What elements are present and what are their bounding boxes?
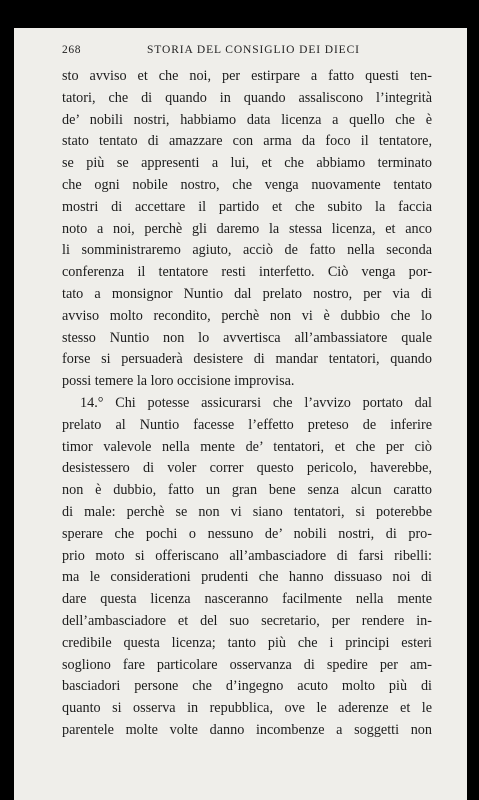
text-line: avviso molto recondito, perchè non vi è dubbio che lo [62,307,432,324]
text-line: dare questa licenza nasceranno facilmente nella mente [62,591,432,608]
text-line: quanto si osserva in repubblica, ove le aderenze et le [62,700,432,717]
text-line: parentele molte volte danno incombenze a soggetti non [62,721,432,738]
text-line: credibile questa licenza; tanto più che i principi esteri [62,634,432,651]
text-line: forse si persuaderà desistere di mandar tentatori, quando [62,351,432,368]
text-line: sperare che pochi o nessuno de’ nobili nostri, di pro- [62,525,432,542]
text-line: tatori, che di quando in quando assaliscono l’integrità [62,89,432,106]
text-line: desistessero di voler correr questo pericolo, haverebbe, [62,460,432,477]
text-line: se più se appresenti a lui, et che abbiamo terminato [62,155,432,172]
text-line: non è dubbio, fatto un gran bene senza alcun caratto [62,482,432,499]
text-line: prelato al Nuntio facesse l’effetto preteso de inferire [62,416,432,433]
text-line: sogliono fare particolare osservanza di spedire per am- [62,656,432,673]
text-line: ma le considerationi prudenti che hanno dissuaso noi di [62,569,432,586]
paragraph-1 [62,66,432,393]
text-line: li somministraremo agiuto, acciò de fatto nella seconda [62,242,432,259]
text-line: mostri di accettare il partido et che subito la faccia [62,198,432,215]
text-line: de’ nobili nostri, habbiamo data licenza a quello che è [62,111,432,128]
running-title: STORIA DEL CONSIGLIO DEI DIECI [147,44,360,56]
text-line: dell’ambasciadore et del suo secretario, per rendere in- [62,612,432,629]
paragraph-2 [62,393,432,742]
text-line: conferenza il tentatore resti interfetto. Ciò venga por- [62,264,432,281]
text-line: sto avviso et che noi, per estirpare a fatto questi ten- [62,68,432,84]
text-line: possi temere la loro occisione improvisa. [62,373,295,390]
text-line: prio moto si offeriscano all’ambasciadore di farsi ribelli: [62,547,432,564]
text-line: noto a noi, perchè gli daremo la stessa licenza, et anco [62,220,432,237]
text-line: 14.° Chi potesse assicurarsi che l’avvizo portato dal [80,394,432,411]
text-line: timor valevole nella mente de’ tentatori, et che per ciò [62,438,432,455]
body-text [62,66,432,742]
text-line: che ogni nobile nostro, che venga nuovamente tentato [62,176,432,193]
text-line: stesso Nuntio non lo avvertisca all’ambassiatore quale [62,329,432,346]
text-line: di male: perchè se non vi siano tentatori, si poterebbe [62,503,432,520]
page-number: 268 [62,44,82,56]
page-header [62,44,433,60]
book-page [14,28,467,800]
text-line: tato a monsignor Nuntio dal prelato nostro, per via di [62,285,432,302]
text-line: basciadori persone che d’ingegno acuto molto più di [62,678,432,695]
text-line: stato tentato di amazzare con arma da foco il tentatore, [62,133,432,150]
